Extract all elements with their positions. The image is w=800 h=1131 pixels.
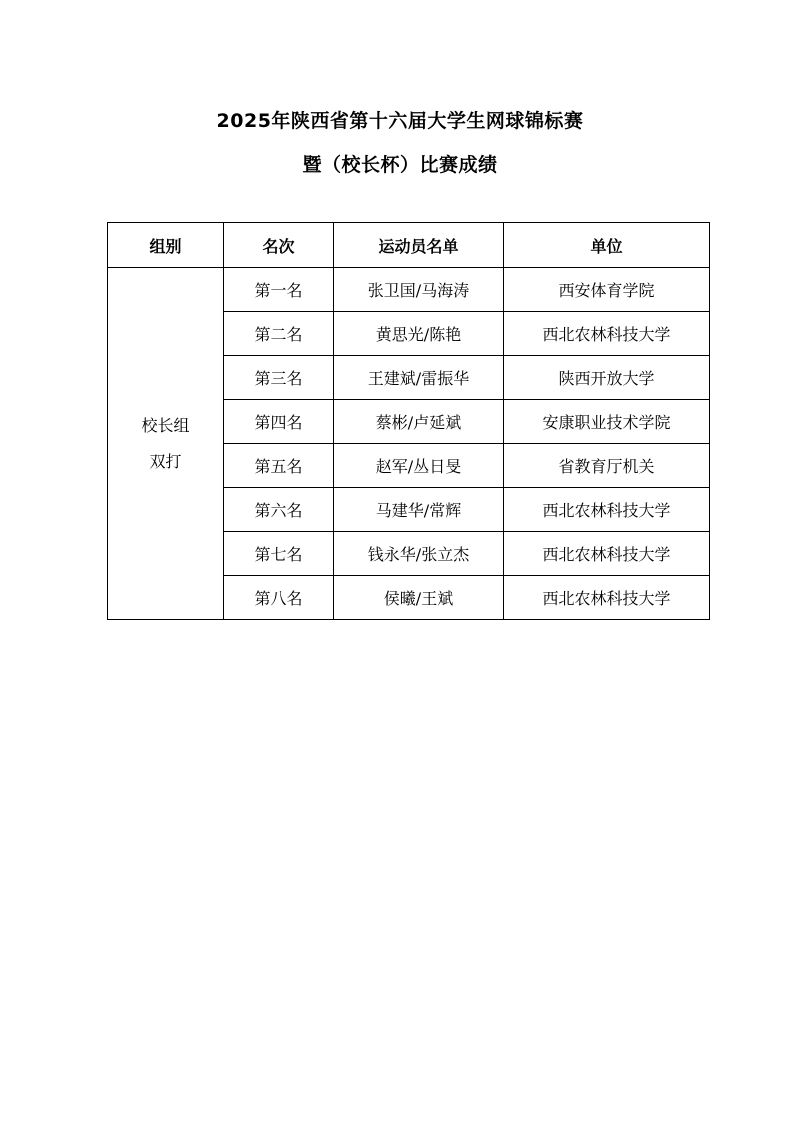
table-header-row <box>108 223 710 268</box>
header-group: 组别 <box>108 223 224 268</box>
players-cell: 蔡彬/卢延斌 <box>334 400 504 444</box>
unit-cell: 陕西开放大学 <box>504 356 710 400</box>
unit-cell: 安康职业技术学院 <box>504 400 710 444</box>
rank-cell: 第四名 <box>224 400 334 444</box>
players-cell: 王建斌/雷振华 <box>334 356 504 400</box>
unit-cell: 西北农林科技大学 <box>504 312 710 356</box>
unit-cell: 西北农林科技大学 <box>504 488 710 532</box>
group-cell <box>108 268 224 620</box>
players-cell: 马建华/常辉 <box>334 488 504 532</box>
group-event: 双打 <box>149 451 182 471</box>
players-cell: 侯曦/王斌 <box>334 576 504 620</box>
rank-cell: 第二名 <box>224 312 334 356</box>
unit-cell: 省教育厅机关 <box>504 444 710 488</box>
players-cell: 张卫国/马海涛 <box>334 268 504 312</box>
rank-cell: 第一名 <box>224 268 334 312</box>
header-rank: 名次 <box>224 223 334 268</box>
players-cell: 赵军/丛日旻 <box>334 444 504 488</box>
rank-cell: 第六名 <box>224 488 334 532</box>
group-name: 校长组 <box>141 415 190 435</box>
document-title: 2025年陕西省第十六届大学生网球锦标赛 <box>216 110 584 132</box>
rank-cell: 第五名 <box>224 444 334 488</box>
players-cell: 黄思光/陈艳 <box>334 312 504 356</box>
rank-cell: 第三名 <box>224 356 334 400</box>
table-row <box>108 268 710 312</box>
unit-cell: 西北农林科技大学 <box>504 532 710 576</box>
players-cell: 钱永华/张立杰 <box>334 532 504 576</box>
rank-cell: 第八名 <box>224 576 334 620</box>
header-players: 运动员名单 <box>334 223 504 268</box>
unit-cell: 西北农林科技大学 <box>504 576 710 620</box>
results-table <box>107 222 710 620</box>
unit-cell: 西安体育学院 <box>504 268 710 312</box>
rank-cell: 第七名 <box>224 532 334 576</box>
header-unit: 单位 <box>504 223 710 268</box>
document-subtitle: 暨（校长杯）比赛成绩 <box>302 154 498 176</box>
